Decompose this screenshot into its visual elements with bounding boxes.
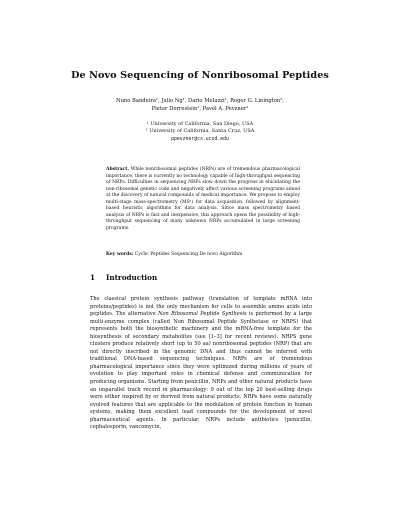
keywords — [106, 252, 300, 259]
author-line: Nuno Bandeira¹, Julio Ng¹, Dario Meluzzi¹, Roger G. Linington², — [116, 98, 284, 104]
contact-email[interactable]: ppevzner@cs.ucsd.edu — [171, 137, 229, 142]
paper-title: De Novo Sequencing of Nonribosomal Peptides — [71, 70, 329, 81]
author-list — [60, 98, 340, 113]
affiliations — [60, 121, 340, 136]
section-number: 1 — [90, 273, 96, 282]
text-run: The classical protein synthesis pathway (translation of template mRNA into proteins/peptides) is not the only mechanism for cells to assemble amino acids into peptides. The alternative — [90, 296, 312, 318]
author-line: Pieter Dorrestein¹, Pavel A. Pevzner¹ — [151, 105, 249, 112]
section-title: Introduction — [106, 273, 158, 282]
keywords-text: Cyclic Peptides Sequencing De novo Algorithm — [134, 252, 243, 257]
paragraph — [90, 296, 312, 432]
keywords-label: Key words: — [106, 252, 134, 257]
text-run: is performed by a large multi-enzyme complex (called Non Ribosomal Peptide Synthetase or NRPS) that represents both the biosynthetic machinery and the mRNA-free template for the biosynthesis of secondary metabolites (see [1–3] for recent reviews). NRPS gene clusters produce relatively short (up to 50 aa) nonribosomal peptides (NRP) that are not directly inscribed in the genomic DNA and thus cannot be inferred with traditional DNA-based sequencing techniques. NRPs are of tremendous pharmacological importance since they were optimized during millions of years of evolution to play important roles in chemical defense and communication for producing organisms. Starting from penicillin, NRPs and other natural products have an unparallel track record in pharmacology: 9 out of the top 20 best-selling drugs were either inspired by or derived from natural products. NRPs have some naturally evolved features that are applicable to the modulation of protein function in human systems, making them excellent lead compounds for the development of novel pharmaceutical agents. In particular, NRPs include antibiotics (penicillin, cephalosporin, vancomycin, — [90, 311, 312, 431]
abstract-label: Abstract. — [106, 167, 129, 172]
section-heading — [90, 273, 320, 282]
affiliation: ¹ University of California, San Diego, USA — [146, 121, 254, 127]
affiliation: ² University of California, Santa Cruz, USA — [145, 128, 255, 135]
abstract-text: While nonribosomal peptides (NRPs) are of tremendous pharmacological importance, there is currently no technology capable of high-throughput sequencing of NRPs. Difficulties in sequencing NRPs slow down the progress in elucidating the non-ribosomal genetic code and negatively affect various screening programs aimed at the discovery of natural compounds of medical importance. We propose to employ multi-stage mass-spectrometry (MSⁿ) for data acquisition, followed by alignment-based heuristic algorithms for data analysis. Since mass spectrometry based analysis of NRPs is fast and inexpensive, this approach opens the possibility of high-throughput sequencing of many unknown NRPs accumulated in large screening programs. — [106, 167, 300, 231]
emphasis-text: Non Ribosomal Peptide Synthesis — [158, 311, 247, 318]
abstract — [106, 167, 300, 232]
body-text — [90, 296, 312, 432]
